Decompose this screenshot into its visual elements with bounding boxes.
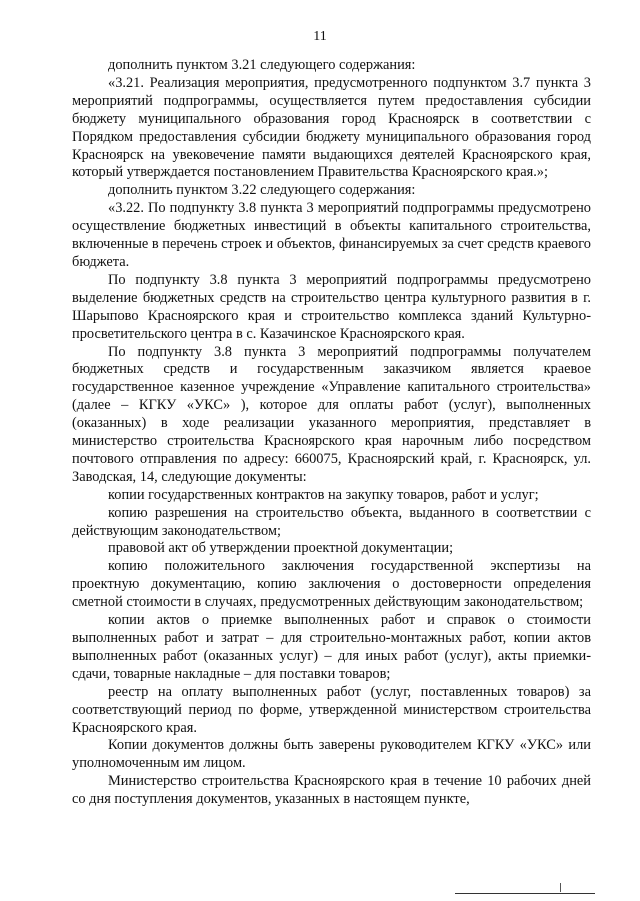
paragraph-2: «3.21. Реализация мероприятия, предусмотренного подпунктом 3.7 пункта 3 мероприятий подпрограммы, осуществляется путем предоставления субсидии бюджету муниципального образования город Красноярск в соответствии с Порядком предоставления субсидии бюджету муниципального образования город Красноярск на увековечение памяти выдающихся деятелей Красноярского края, который утверждается постановлением Правительства Красноярского края.»; — [72, 74, 591, 181]
paragraph-4: «3.22. По подпункту 3.8 пункта 3 мероприятий подпрограммы предусмотрено осуществление бюджетных инвестиций в объекты капитального строительства, включенные в перечень строек и объектов, финансируемых за счет средств краевого бюджета. — [72, 200, 591, 270]
paragraph-1: дополнить пунктом 3.21 следующего содержания: — [108, 57, 416, 73]
paragraph-11: копии актов о приемке выполненных работ и справок о стоимости выполненных работ и затрат – для строительно-монтажных работ, копии актов выполненных работ (оказанных услуг) – для иных работ (услуг), акты приемки-сдачи, товарные накладные – для поставки товаров; — [72, 612, 591, 682]
paragraph-3: дополнить пунктом 3.22 следующего содержания: — [108, 182, 416, 199]
page-number: 11 — [313, 29, 327, 44]
document-body — [72, 57, 591, 809]
paragraph-12: реестр на оплату выполненных работ (услуг, поставленных товаров) за соответствующий период по форме, утвержденной министерством строительства Красноярского края. — [72, 683, 591, 736]
paragraph-5: По подпункту 3.8 пункта 3 мероприятий подпрограммы предусмотрено выделение бюджетных средств на строительство центра культурного развития в г. Шарыпово Красноярского края и строительство комплекса зданий Культурно-просветительского центра в с. Казачинское Красноярского края. — [72, 271, 591, 342]
paragraph-8: копию разрешения на строительство объекта, выданного в соответствии с действующим законодательством; — [72, 504, 591, 539]
paragraph-7: копии государственных контрактов на закупку товаров, работ и услуг; — [108, 486, 539, 503]
footer-rule — [455, 893, 595, 894]
paragraph-10: копию положительного заключения государственной экспертизы на проектную документацию, копию заключения о достоверности определения сметной стоимости в случаях, предусмотренных действующим законодательством; — [72, 558, 591, 611]
paragraph-9: правовой акт об утверждении проектной документации; — [108, 540, 454, 557]
paragraph-6: По подпункту 3.8 пункта 3 мероприятий подпрограммы получателем бюджетных средств и государственным заказчиком является краевое государственное казенное учреждение «Управление капитального строительства» (далее – КГКУ «УКС» ), которое для оплаты работ (услуг), выполненных (оказанных) в ходе реализации указанного мероприятия, представляет в министерство строительства Красноярского края нарочным либо посредством почтового отправления по адресу: 660075, Красноярский край, г. Красноярск, ул. Заводская, 14, следующие документы: — [72, 343, 591, 485]
paragraph-14: Министерство строительства Красноярского края в течение 10 рабочих дней со дня поступления документов, указанных в настоящем пункте, — [72, 773, 591, 808]
paragraph-13: Копии документов должны быть заверены руководителем КГКУ «УКС» или уполномоченным им лицом. — [72, 737, 591, 772]
footer-mark — [560, 883, 564, 892]
